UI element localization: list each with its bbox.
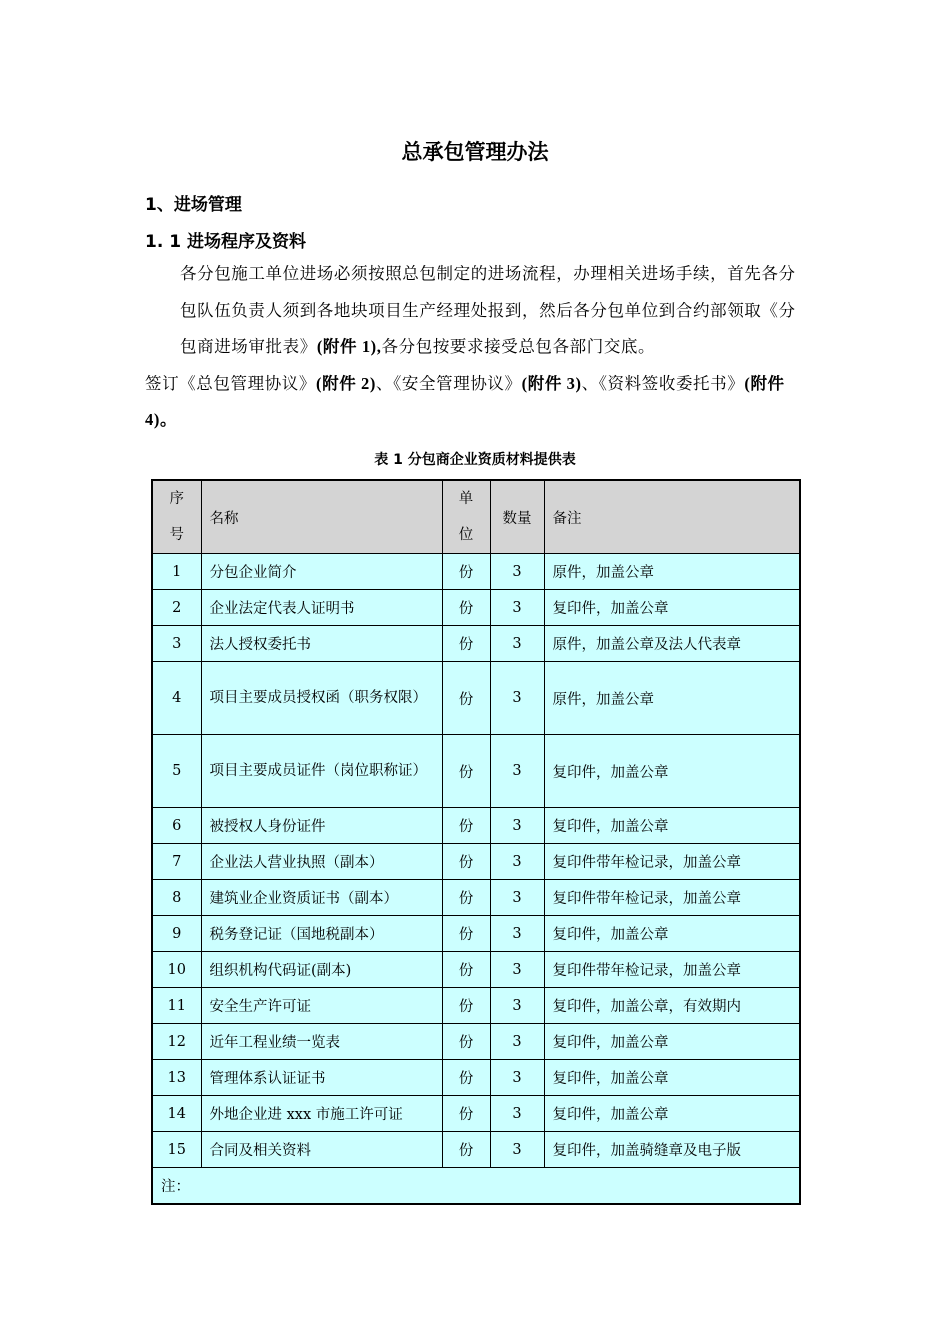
table-row: [152, 1060, 800, 1096]
row-number: 2: [152, 590, 201, 626]
row-number: 13: [152, 1060, 201, 1096]
row-name: 管理体系认证证书: [201, 1060, 442, 1096]
table-caption: 表 1 分包商企业资质材料提供表: [374, 452, 576, 468]
header-name: 名称: [201, 480, 442, 554]
row-number: 9: [152, 916, 201, 952]
row-unit: 份: [442, 880, 490, 916]
row-name: 外地企业进 xxx 市施工许可证: [201, 1096, 442, 1132]
row-number: 11: [152, 988, 201, 1024]
row-qty: 3: [490, 808, 544, 844]
row-number: 7: [152, 844, 201, 880]
table-row: [152, 735, 800, 808]
row-qty: 3: [490, 590, 544, 626]
row-name: 分包企业简介: [201, 554, 442, 590]
row-qty: 3: [490, 1132, 544, 1168]
table-row: [152, 916, 800, 952]
table-row: [152, 662, 800, 735]
table-body: [152, 480, 800, 1204]
row-remark: 复印件，加盖公章: [544, 1024, 800, 1060]
row-number: 15: [152, 1132, 201, 1168]
body-paragraph: [145, 256, 805, 439]
row-name: 项目主要成员证件（岗位职称证）: [201, 735, 442, 808]
row-remark: 原件，加盖公章: [544, 554, 800, 590]
table-row: [152, 1024, 800, 1060]
row-unit: 份: [442, 844, 490, 880]
row-qty: 3: [490, 1096, 544, 1132]
qualification-table: [151, 479, 801, 1205]
row-unit: 份: [442, 735, 490, 808]
row-qty: 3: [490, 1024, 544, 1060]
header-unit-line1: 单: [458, 491, 474, 507]
row-name: 近年工程业绩一览表: [201, 1024, 442, 1060]
header-seq-line2: 号: [169, 527, 184, 543]
table-row: [152, 952, 800, 988]
section-heading-1-1: 1. 1 进场程序及资料: [145, 232, 306, 252]
row-name: 企业法人营业执照（副本）: [201, 844, 442, 880]
table-row: [152, 844, 800, 880]
row-remark: 复印件，加盖公章，有效期内: [544, 988, 800, 1024]
table-row: [152, 590, 800, 626]
table-note-row: [152, 1168, 800, 1205]
paragraph-1-text: 各分包施工单位进场必须按照总包制定的进场流程，办理相关进场手续，首先各分包队伍负责人须到各地块项目生产经理处报到，然后各分包单位到合约部领取《分包商进场审批表》: [180, 264, 796, 356]
header-seq-line1: 序: [169, 491, 184, 507]
table-note: 注：: [152, 1168, 800, 1205]
row-unit: 份: [442, 808, 490, 844]
row-qty: 3: [490, 626, 544, 662]
row-number: 14: [152, 1096, 201, 1132]
row-number: 1: [152, 554, 201, 590]
row-remark: 复印件，加盖公章: [544, 590, 800, 626]
row-remark: 复印件，加盖公章: [544, 1060, 800, 1096]
row-unit: 份: [442, 1132, 490, 1168]
header-unit: [442, 480, 490, 554]
row-name: 税务登记证（国地税副本）: [201, 916, 442, 952]
row-number: 3: [152, 626, 201, 662]
row-name: 被授权人身份证件: [201, 808, 442, 844]
row-remark: 原件，加盖公章及法人代表章: [544, 626, 800, 662]
row-remark: 复印件，加盖公章: [544, 735, 800, 808]
row-qty: 3: [490, 952, 544, 988]
row-name: 法人授权委托书: [201, 626, 442, 662]
row-name: 组织机构代码证(副本): [201, 952, 442, 988]
row-qty: 3: [490, 988, 544, 1024]
row-name: 建筑业企业资质证书（副本）: [201, 880, 442, 916]
row-qty: 3: [490, 1060, 544, 1096]
row-qty: 3: [490, 554, 544, 590]
row-remark: 复印件带年检记录，加盖公章: [544, 844, 800, 880]
row-remark: 复印件带年检记录，加盖公章: [544, 880, 800, 916]
row-number: 8: [152, 880, 201, 916]
row-number: 6: [152, 808, 201, 844]
row-number: 5: [152, 735, 201, 808]
header-qty: 数量: [490, 480, 544, 554]
row-unit: 份: [442, 1096, 490, 1132]
table-row: [152, 554, 800, 590]
attachment-4-ref: (附件 4)。: [145, 373, 785, 429]
paragraph-1: [145, 256, 805, 366]
row-unit: 份: [442, 626, 490, 662]
row-unit: 份: [442, 1060, 490, 1096]
row-unit: 份: [442, 988, 490, 1024]
table-row: [152, 880, 800, 916]
table-row: [152, 988, 800, 1024]
row-remark: 复印件，加盖公章: [544, 916, 800, 952]
row-remark: 复印件，加盖公章: [544, 808, 800, 844]
row-name: 安全生产许可证: [201, 988, 442, 1024]
row-unit: 份: [442, 554, 490, 590]
table-header-row: [152, 480, 800, 554]
table-row: [152, 808, 800, 844]
row-qty: 3: [490, 662, 544, 735]
row-number: 12: [152, 1024, 201, 1060]
row-unit: 份: [442, 662, 490, 735]
paragraph-2-text-b: 、《安全管理协议》: [375, 373, 522, 393]
row-unit: 份: [442, 916, 490, 952]
table-row: [152, 626, 800, 662]
attachment-2-ref: (附件 2): [316, 373, 376, 393]
header-unit-line2: 位: [458, 527, 474, 543]
row-remark: 复印件带年检记录，加盖公章: [544, 952, 800, 988]
document-title: 总承包管理办法: [401, 140, 549, 164]
row-remark: 复印件，加盖骑缝章及电子版: [544, 1132, 800, 1168]
row-qty: 3: [490, 844, 544, 880]
paragraph-2-text-c: 、《资料签收委托书》: [581, 373, 745, 393]
paragraph-2: [145, 366, 805, 439]
row-name: 合同及相关资料: [201, 1132, 442, 1168]
row-name: 项目主要成员授权函（职务权限）: [201, 662, 442, 735]
row-name: 企业法定代表人证明书: [201, 590, 442, 626]
header-seq: [152, 480, 201, 554]
row-qty: 3: [490, 735, 544, 808]
section-heading-1: 1、进场管理: [145, 195, 242, 215]
table-row: [152, 1096, 800, 1132]
row-qty: 3: [490, 880, 544, 916]
attachment-3-ref: (附件 3): [521, 373, 582, 393]
row-remark: 复印件，加盖公章: [544, 1096, 800, 1132]
table-row: [152, 1132, 800, 1168]
row-unit: 份: [442, 952, 490, 988]
paragraph-2-text-a: 签订《总包管理协议》: [145, 373, 316, 393]
attachment-1-ref: (附件 1),: [316, 337, 382, 356]
row-unit: 份: [442, 1024, 490, 1060]
header-remark: 备注: [544, 480, 800, 554]
row-remark: 原件，加盖公章: [544, 662, 800, 735]
row-number: 10: [152, 952, 201, 988]
row-unit: 份: [442, 590, 490, 626]
row-number: 4: [152, 662, 201, 735]
paragraph-1-tail: 各分包按要求接受总包各部门交底。: [381, 337, 656, 356]
row-qty: 3: [490, 916, 544, 952]
